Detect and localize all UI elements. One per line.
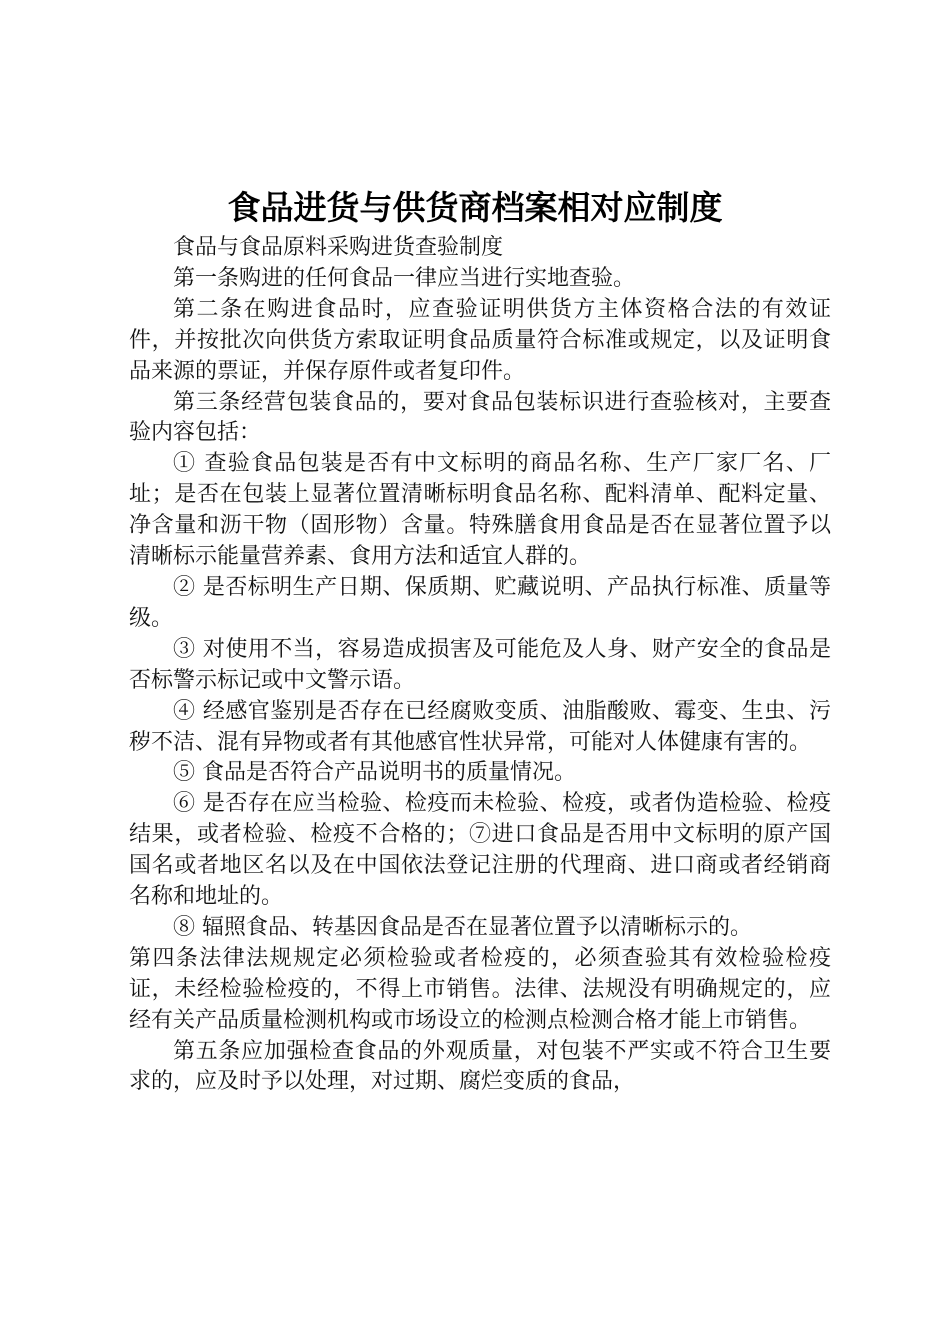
paragraph-item-4: ④ 经感官鉴别是否存在已经腐败变质、油脂酸败、霉变、生虫、污秽不洁、混有异物或者有其他感官性状异常，可能对人体健康有害的。 [129,698,831,755]
paragraph-item-3: ③ 对使用不当，容易造成损害及可能危及人身、财产安全的食品是否标警示标记或中文警示语。 [129,636,831,693]
paragraph-item-6-7: ⑥ 是否存在应当检验、检疫而未检验、检疫，或者伪造检验、检疫结果，或者检验、检疫不合格的；⑦进口食品是否用中文标明的原产国国名或者地区名以及在中国依法登记注册的代理商、进口商或者经销商名称和地址的。 [129,791,831,910]
paragraph-item-5: ⑤ 食品是否符合产品说明书的质量情况。 [173,760,576,786]
paragraph-item-2: ② 是否标明生产日期、保质期、贮藏说明、产品执行标准、质量等级。 [129,574,831,631]
paragraph-article-4: 第四条法律法规规定必须检验或者检疫的，必须查验其有效检验检疫证，未经检验检疫的，不得上市销售。法律、法规没有明确规定的，应经有关产品质量检测机构或市场设立的检测点检测合格才能上市销售。 [129,945,831,1033]
paragraph-article-1: 第一条购进的任何食品一律应当进行实地查验。 [173,265,636,291]
paragraph-article-5: 第五条应加强检查食品的外观质量，对包装不严实或不符合卫生要求的，应及时予以处理，对过期、腐烂变质的食品， [129,1038,831,1095]
document-title: 食品进货与供货商档案相对应制度 [227,188,723,227]
paragraph-article-2: 第二条在购进食品时，应查验证明供货方主体资格合法的有效证件，并按批次向供货方索取证明食品质量符合标准或规定，以及证明食品来源的票证，并保存原件或者复印件。 [129,296,831,384]
document-body [129,233,831,1098]
paragraph-subtitle: 食品与食品原料采购进货查验制度 [173,235,504,260]
paragraph-article-3: 第三条经营包装食品的，要对食品包装标识进行查验核对，主要查验内容包括： [129,389,831,446]
paragraph-item-1: ① 查验食品包装是否有中文标明的商品名称、生产厂家厂名、厂址；是否在包装上显著位置清晰标明食品名称、配料清单、配料定量、净含量和沥干物（固形物）含量。特殊膳食用食品是否在显著位置予以清晰标示能量营养素、食用方法和适宜人群的。 [129,451,831,570]
paragraph-item-8: ⑧ 辐照食品、转基因食品是否在显著位置予以清晰标示的。 [173,914,752,940]
